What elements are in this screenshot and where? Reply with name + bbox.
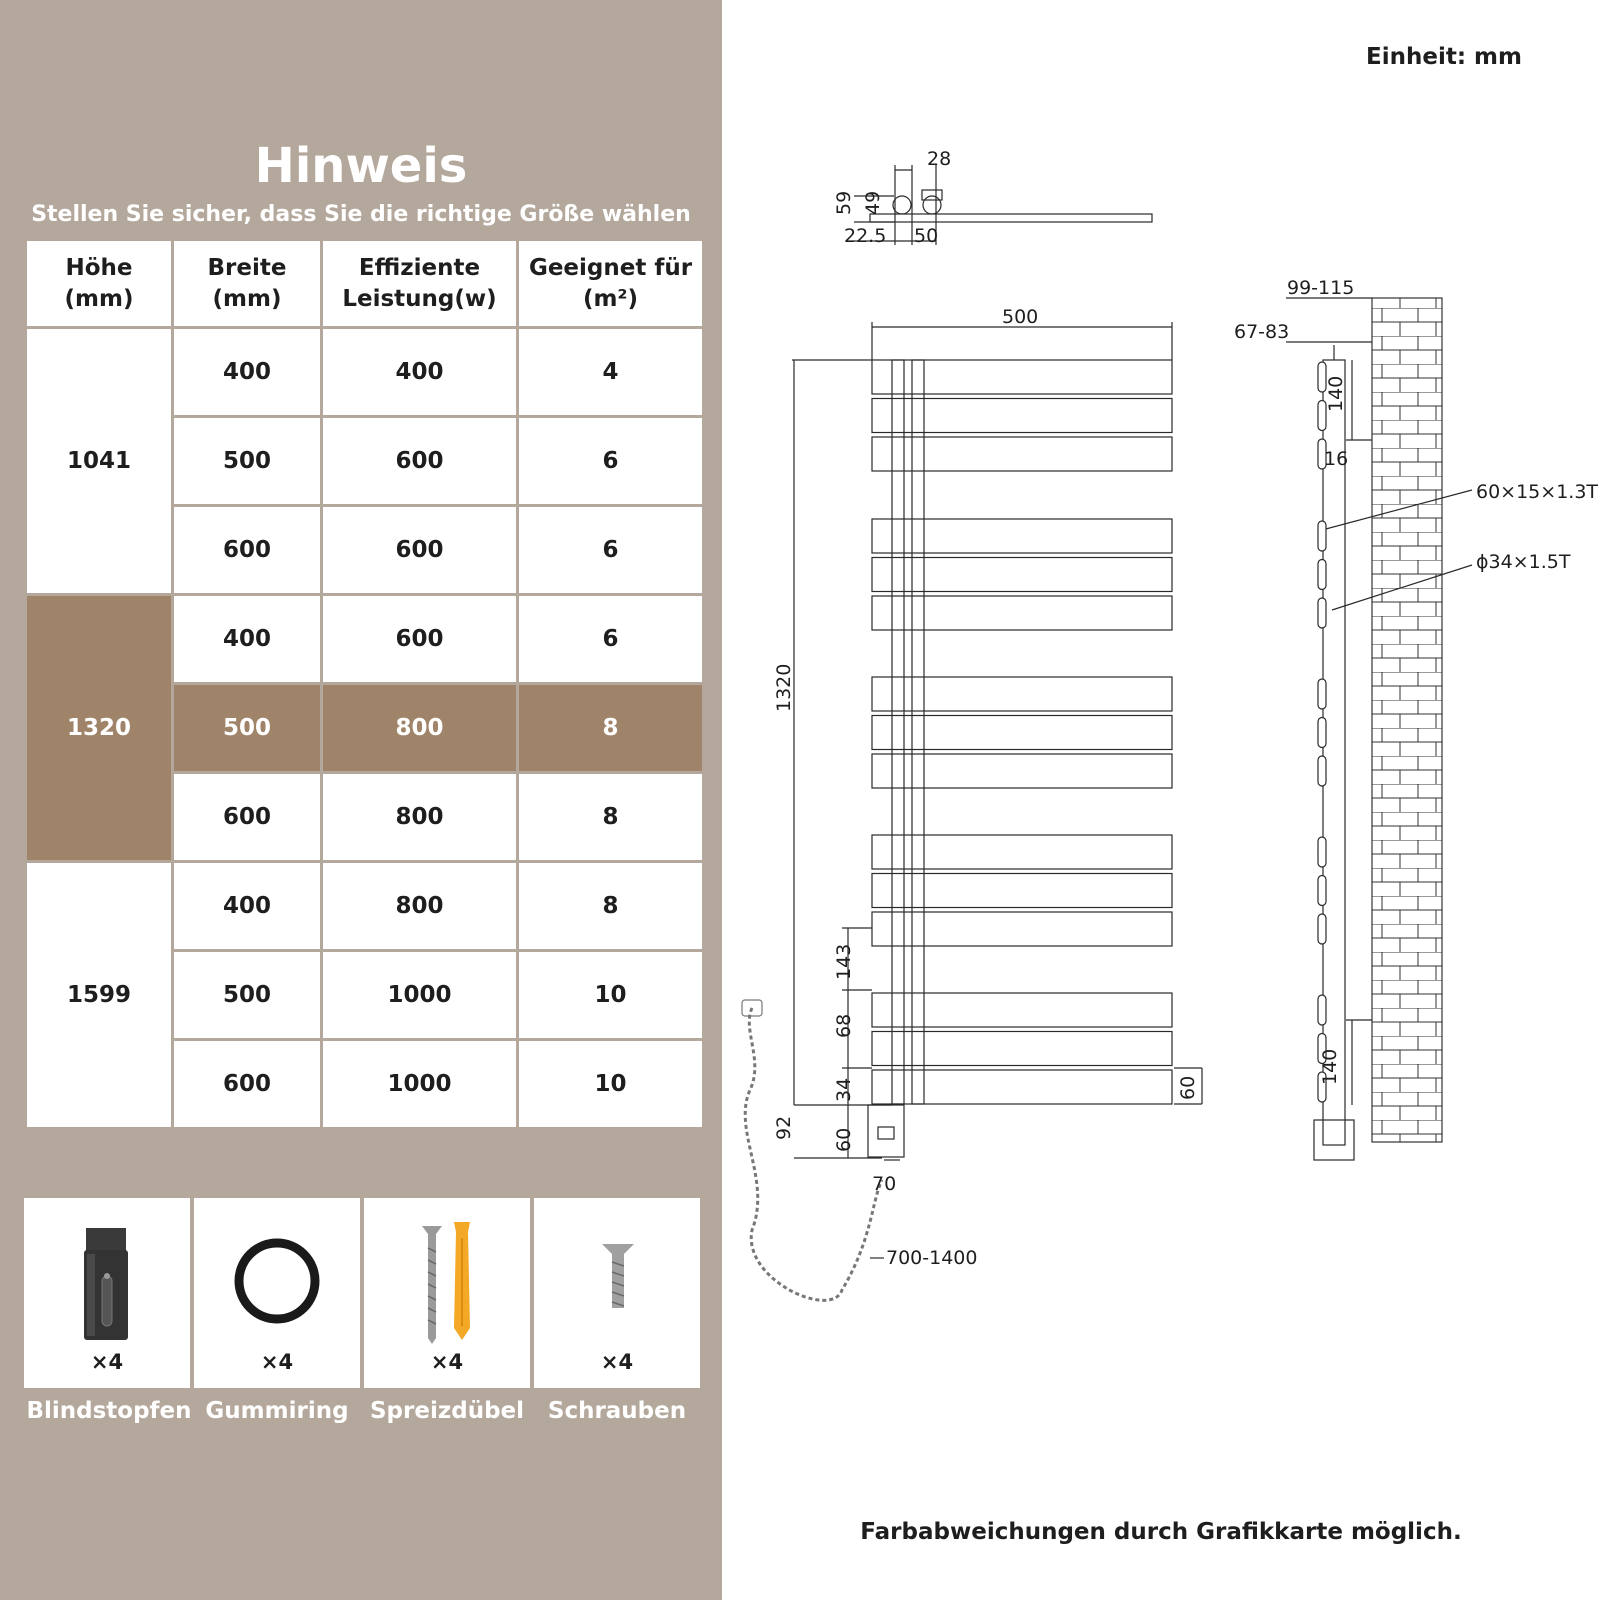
dim-60-right: 60 — [1177, 1075, 1199, 1100]
wall-plug-icon — [364, 1198, 530, 1348]
bar-clip — [1318, 598, 1326, 628]
color-note: Farbabweichungen durch Grafikkarte möglich. — [860, 1519, 1462, 1545]
towel-bar — [872, 558, 1172, 592]
towel-bar — [872, 437, 1172, 471]
screw-icon — [534, 1198, 700, 1348]
width-cell: 400 — [173, 328, 322, 417]
cable-length: 700-1400 — [886, 1247, 978, 1269]
area-cell: 8 — [518, 684, 704, 773]
power-cell: 800 — [322, 773, 518, 862]
rubber-ring-icon — [194, 1198, 360, 1348]
page-title: Hinweis — [254, 138, 468, 194]
towel-bar — [872, 519, 1172, 553]
area-cell: 6 — [518, 417, 704, 506]
table-body — [26, 328, 704, 1129]
power-cell: 600 — [322, 417, 518, 506]
area-cell: 4 — [518, 328, 704, 417]
header-width: Breite (mm) — [173, 240, 322, 328]
towel-bars — [872, 360, 1172, 1104]
unit-label: Einheit: mm — [1366, 44, 1522, 70]
accessory-qty: ×4 — [600, 1350, 634, 1374]
area-cell: 8 — [518, 862, 704, 951]
area-cell: 6 — [518, 506, 704, 595]
dim-92: 92 — [773, 1115, 795, 1140]
area-cell: 8 — [518, 773, 704, 862]
dim-16: 16 — [1324, 448, 1349, 470]
bar-clip — [1318, 679, 1326, 709]
width-cell: 600 — [173, 506, 322, 595]
size-table — [24, 238, 705, 1130]
width-cell: 600 — [173, 1040, 322, 1129]
towel-bar — [872, 754, 1172, 788]
bar-clip — [1318, 718, 1326, 748]
towel-bar — [872, 360, 1172, 394]
width-cell: 500 — [173, 951, 322, 1040]
towel-bar — [872, 399, 1172, 433]
width-cell: 500 — [173, 417, 322, 506]
header-height: Höhe (mm) — [26, 240, 173, 328]
dim-59: 59 — [833, 190, 855, 215]
top-view — [848, 165, 1152, 245]
dim-60-left: 60 — [833, 1127, 855, 1152]
height-cell: 1599 — [26, 862, 173, 1129]
dim-49: 49 — [862, 190, 884, 215]
bar-clip — [1318, 756, 1326, 786]
area-cell: 6 — [518, 595, 704, 684]
dim-67-83: 67-83 — [1234, 321, 1290, 343]
dim-28: 28 — [927, 148, 952, 170]
header-area: Geeignet für (m²) — [518, 240, 704, 328]
dim-140-top: 140 — [1325, 375, 1347, 412]
dim-140-bottom: 140 — [1319, 1048, 1341, 1085]
accessory-blindstopfen — [24, 1198, 190, 1388]
power-cell: 600 — [322, 595, 518, 684]
towel-bar — [872, 912, 1172, 946]
power-cell: 600 — [322, 506, 518, 595]
bar-clip — [1318, 521, 1326, 551]
power-cell: 1000 — [322, 1040, 518, 1129]
dim-height: 1320 — [773, 663, 795, 712]
bar-clip — [1318, 560, 1326, 590]
power-cell: 400 — [322, 328, 518, 417]
specification-panel — [0, 0, 722, 1600]
accessory-name: Spreizdübel — [369, 1398, 525, 1424]
page-subtitle: Stellen Sie sicher, dass Sie die richtige Größe wählen — [31, 202, 691, 227]
accessory-gummiring — [194, 1198, 360, 1388]
towel-bar — [872, 716, 1172, 750]
towel-bar — [872, 596, 1172, 630]
dim-50: 50 — [914, 225, 939, 247]
width-cell: 400 — [173, 862, 322, 951]
towel-bar — [872, 874, 1172, 908]
bar-clips — [1318, 362, 1326, 1102]
dim-68: 68 — [833, 1013, 855, 1038]
dim-width: 500 — [1002, 306, 1039, 328]
accessory-name: Schrauben — [547, 1398, 687, 1424]
dim-70: 70 — [872, 1173, 897, 1195]
height-cell: 1320 — [26, 595, 173, 862]
accessory-qty: ×4 — [90, 1350, 124, 1374]
profile-flat: 60×15×1.3T — [1476, 481, 1599, 503]
table-row — [26, 595, 704, 684]
accessory-name: Gummiring — [205, 1398, 349, 1424]
width-cell: 400 — [173, 595, 322, 684]
table-row — [26, 328, 704, 417]
dim-99-115: 99-115 — [1287, 277, 1355, 299]
towel-bar — [872, 1070, 1172, 1104]
accessory-name: Blindstopfen — [26, 1398, 192, 1424]
height-cell: 1041 — [26, 328, 173, 595]
accessory-qty: ×4 — [430, 1350, 464, 1374]
side-view — [1286, 298, 1472, 1160]
dimension-drawing — [722, 0, 1600, 1500]
accessory-schrauben — [534, 1198, 700, 1388]
towel-bar — [872, 993, 1172, 1027]
width-cell: 500 — [173, 684, 322, 773]
technical-drawing-panel — [722, 0, 1600, 1600]
width-cell: 600 — [173, 773, 322, 862]
towel-bar — [872, 1032, 1172, 1066]
accessory-qty: ×4 — [260, 1350, 294, 1374]
dim-22-5: 22.5 — [844, 225, 887, 247]
bar-clip — [1318, 837, 1326, 867]
bar-clip — [1318, 995, 1326, 1025]
area-cell: 10 — [518, 951, 704, 1040]
power-cell: 800 — [322, 684, 518, 773]
dim-34: 34 — [833, 1077, 855, 1102]
blind-plug-icon — [24, 1198, 190, 1348]
table-row — [26, 862, 704, 951]
power-cell: 1000 — [322, 951, 518, 1040]
towel-bar — [872, 835, 1172, 869]
bar-clip — [1318, 876, 1326, 906]
dim-143: 143 — [833, 943, 855, 980]
accessory-spreizduebel — [364, 1198, 530, 1388]
profile-round: ϕ34×1.5T — [1476, 551, 1571, 573]
header-power: Effiziente Leistung(w) — [322, 240, 518, 328]
bar-clip — [1318, 914, 1326, 944]
area-cell: 10 — [518, 1040, 704, 1129]
front-view — [742, 322, 1202, 1300]
towel-bar — [872, 677, 1172, 711]
power-cell: 800 — [322, 862, 518, 951]
